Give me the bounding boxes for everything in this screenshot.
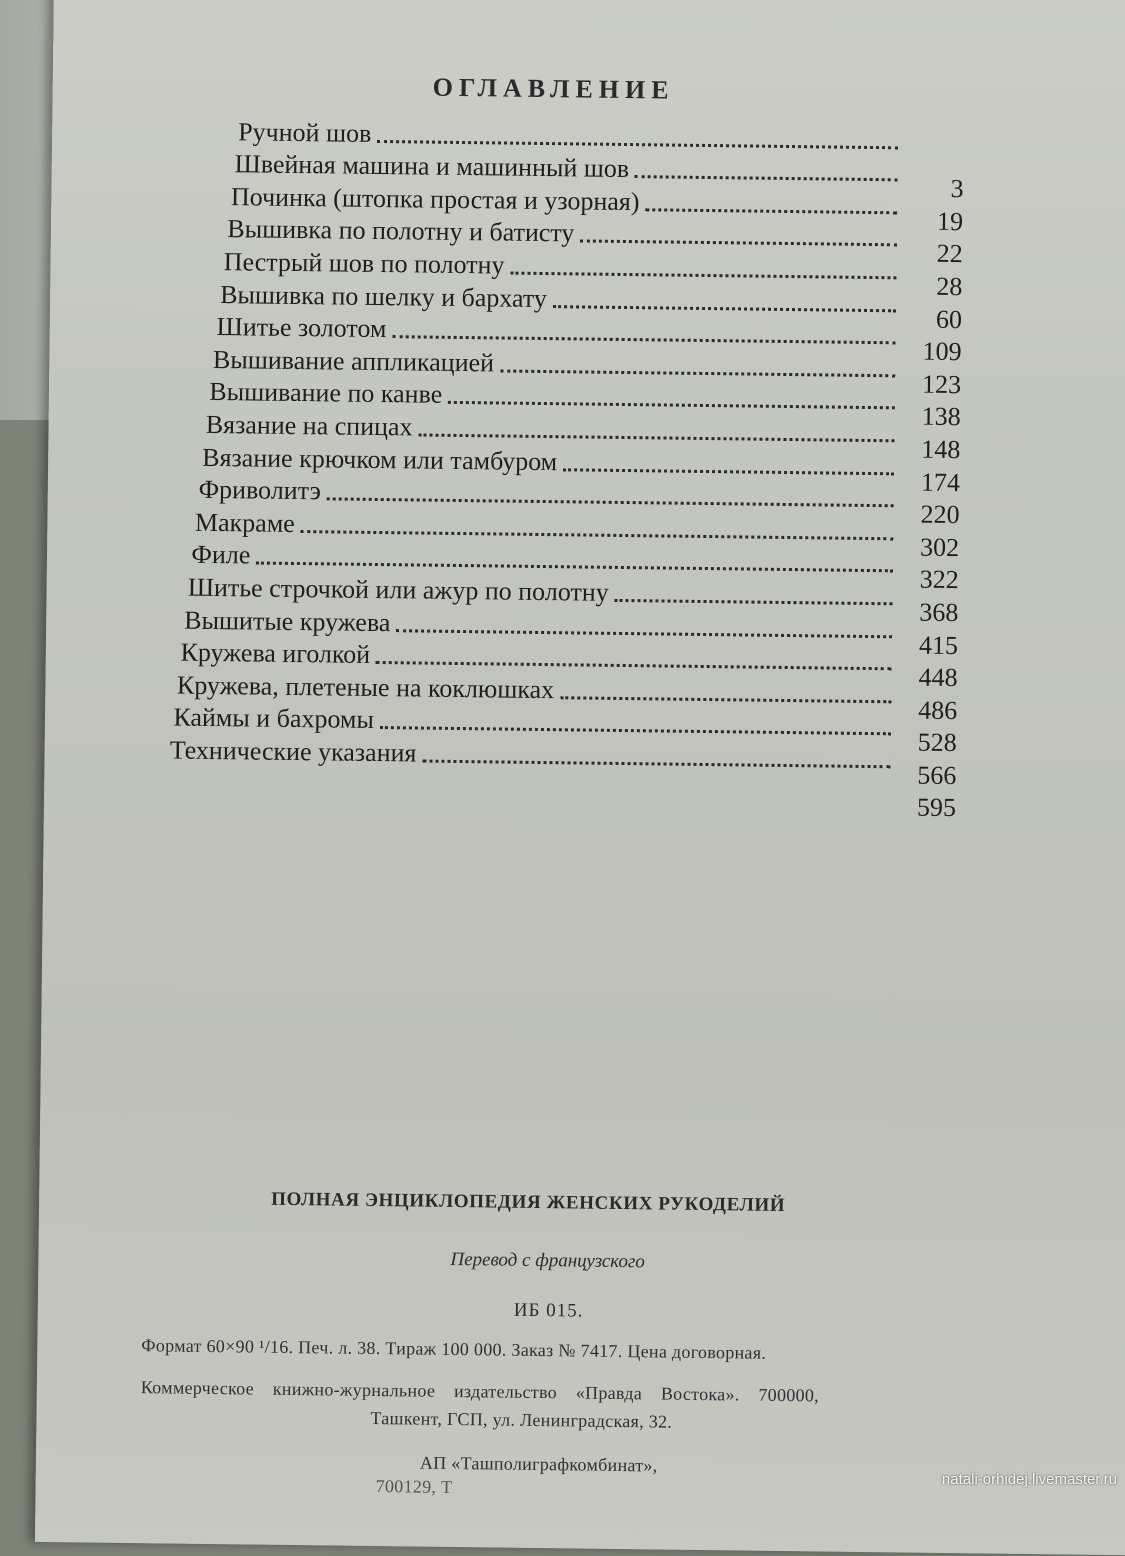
toc-entry-label: Вышивание аппликацией: [212, 344, 495, 378]
toc-entry-label: Вышивание по канве: [209, 377, 443, 410]
toc-dot-leader: [560, 696, 891, 703]
toc-entry-label: Вязание крючком или тамбуром: [202, 442, 558, 476]
toc-dot-leader: [422, 759, 890, 768]
toc-entry-label: Шитье золотом: [216, 312, 387, 344]
toc-entry-page: 595: [916, 793, 957, 823]
toc-entry-page: 19: [936, 206, 964, 236]
toc-entry-label: Ручной шов: [238, 116, 372, 148]
toc-entry-page: 486: [917, 695, 958, 725]
toc-dot-leader: [580, 240, 897, 247]
toc-entry-page: 60: [935, 304, 963, 334]
toc-entry-label: Швейная машина и машинный шов: [234, 149, 630, 184]
toc-dot-leader: [376, 661, 892, 670]
toc-dot-leader: [418, 433, 894, 442]
format-line: Формат 60×90 ¹/16. Печ. л. 38. Тираж 100 000. Заказ № 7417. Цена договорная.: [141, 1335, 767, 1363]
book-title: ПОЛНАЯ ЭНЦИКЛОПЕДИЯ ЖЕНСКИХ РУКОДЕЛИЙ: [271, 1188, 786, 1217]
toc-entry-page: 22: [936, 239, 963, 269]
translation-note: Перевод с французского: [450, 1248, 645, 1273]
toc-entry-page: 302: [919, 532, 960, 562]
toc-entry-page: 322: [919, 564, 959, 595]
toc-dot-leader: [510, 272, 896, 280]
toc-entry-label: Вышивка по шелку и бархату: [220, 279, 548, 313]
toc-entry-page: 415: [918, 630, 959, 660]
toc-entry-page: 148: [921, 434, 961, 465]
printer-line: АП «Ташполиграфкомбинат»,: [419, 1452, 658, 1476]
toc-dot-leader: [256, 562, 893, 573]
toc-entry-page: 220: [920, 499, 960, 530]
toc-entry-page: 138: [921, 401, 961, 432]
site-watermark: natali-orhidej.livemaster.ru: [941, 1471, 1117, 1488]
toc-dot-leader: [615, 599, 893, 605]
toc-title: ОГЛАВЛЕНИЕ: [432, 72, 675, 105]
toc-dot-leader: [396, 629, 892, 638]
toc-dot-leader: [635, 175, 898, 181]
toc-entry-label: Филе: [191, 540, 251, 570]
printer-zip: 700129, Т: [375, 1476, 453, 1497]
toc-entry-label: Кружева, плетеные на коклюшках: [176, 670, 555, 704]
ib-code: ИБ 015.: [513, 1299, 584, 1322]
toc-dot-leader: [563, 468, 894, 475]
toc-entry-label: Вышивка по полотну и батисту: [227, 214, 575, 248]
toc-entry-label: Каймы и бахромы: [173, 702, 375, 735]
address-line: Ташкент, ГСП, ул. Ленинградская, 32.: [370, 1407, 673, 1432]
book-page: [35, 0, 1125, 1556]
toc-entry-page: 3: [950, 174, 964, 204]
toc-entry-page: 368: [919, 597, 959, 628]
toc-entry-page: 28: [936, 271, 963, 302]
toc-entry-page: 448: [918, 662, 958, 693]
toc-entry-label: Починка (штопка простая и узорная): [230, 181, 640, 216]
toc-entry-label: Пестрый шов по полотну: [223, 247, 505, 280]
toc-entry-page: 174: [920, 467, 961, 497]
toc-entry-label: Вышитые кружева: [184, 605, 391, 637]
toc-dot-leader: [392, 335, 895, 344]
toc-dot-leader: [380, 726, 891, 735]
toc-entry-label: Технические указания: [169, 735, 417, 768]
table-of-contents: [166, 113, 964, 823]
toc-dot-leader: [448, 401, 895, 409]
toc-entry-label: Макраме: [194, 507, 296, 538]
toc-entry-page: 528: [917, 727, 957, 758]
toc-dot-leader: [327, 497, 894, 507]
toc-entry-page: 566: [917, 760, 957, 790]
toc-entry-label: Вязание на спицах: [205, 409, 413, 442]
toc-entry-page: 123: [921, 369, 962, 399]
toc-dot-leader: [553, 305, 896, 312]
toc-dot-leader: [377, 140, 898, 149]
toc-entry-label: Кружева иголкой: [180, 637, 371, 670]
toc-dot-leader: [301, 530, 894, 540]
publisher-line: Коммерческое книжно-журнальное издательство «Правда Востока». 700000,: [140, 1377, 820, 1406]
toc-entry-label: Шитье строчкой или ажур по полотну: [187, 572, 609, 607]
toc-dot-leader: [500, 369, 895, 377]
toc-dot-leader: [645, 208, 897, 214]
toc-entry-label: Фриволитэ: [198, 474, 322, 506]
toc-entry-page: 109: [922, 336, 962, 367]
